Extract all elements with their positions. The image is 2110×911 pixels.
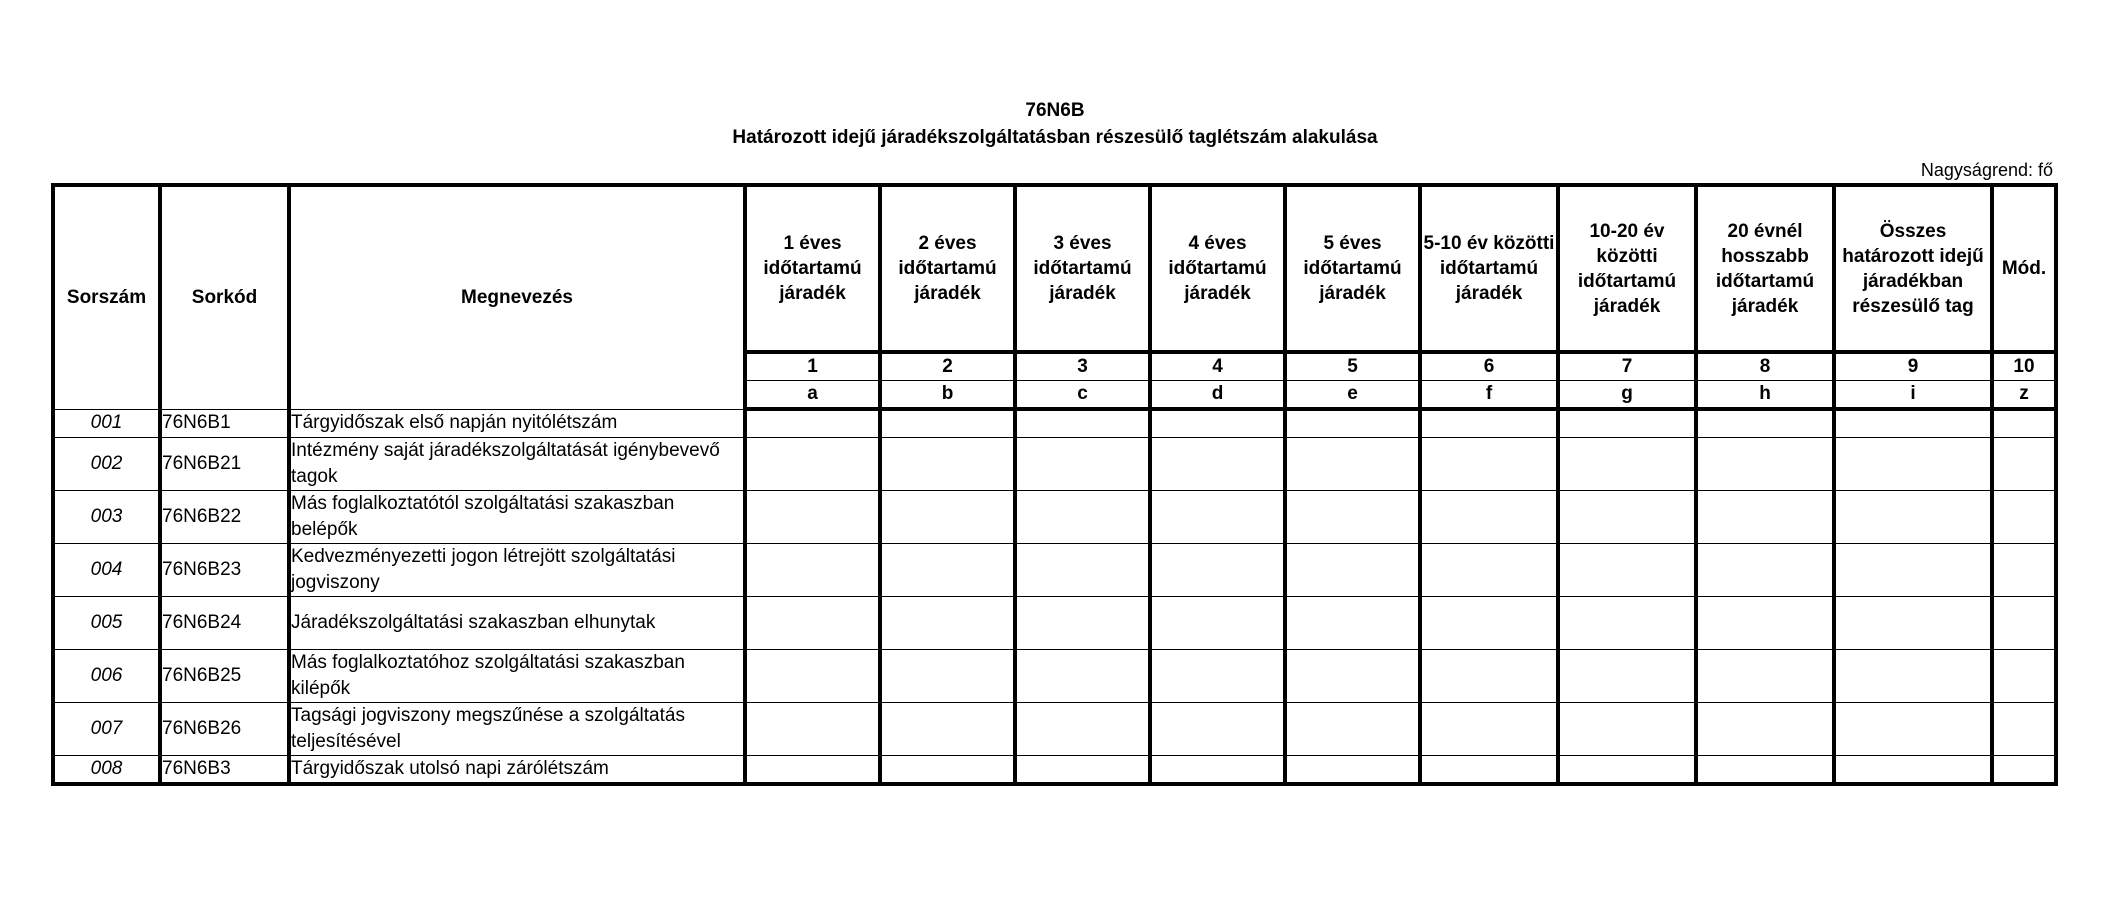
column-letter: b [880,381,1015,410]
data-cell-col-7[interactable] [1558,650,1696,703]
header-megnevezes: Megnevezés [289,185,745,409]
column-letter: z [1992,381,2056,410]
data-cell-col-7[interactable] [1558,756,1696,785]
data-cell-col-3[interactable] [1015,409,1150,438]
row-megnevezes: Járadékszolgáltatási szakaszban elhunytak [289,597,745,650]
table-row [53,703,2056,756]
column-number: 3 [1015,352,1150,381]
data-cell-col-3[interactable] [1015,438,1150,491]
data-cell-col-10[interactable] [1992,597,2056,650]
table-body [53,409,2056,784]
data-cell-col-2[interactable] [880,703,1015,756]
column-number: 2 [880,352,1015,381]
header-col-10: Mód. [1992,185,2056,352]
data-cell-col-4[interactable] [1150,544,1285,597]
data-cell-col-5[interactable] [1285,409,1420,438]
data-cell-col-6[interactable] [1420,438,1558,491]
data-cell-col-1[interactable] [745,703,880,756]
data-cell-col-5[interactable] [1285,756,1420,785]
column-number: 9 [1834,352,1992,381]
table-code-title: 76N6B [1025,100,1085,121]
data-cell-col-3[interactable] [1015,544,1150,597]
data-cell-col-4[interactable] [1150,438,1285,491]
column-number: 4 [1150,352,1285,381]
data-cell-col-6[interactable] [1420,597,1558,650]
data-cell-col-2[interactable] [880,756,1015,785]
data-cell-col-2[interactable] [880,544,1015,597]
row-megnevezes: Kedvezményezetti jogon létrejött szolgáltatási jogviszony [289,544,745,597]
data-cell-col-6[interactable] [1420,409,1558,438]
header-col-9: Összes határozott idejű járadékban részesülő tag [1834,185,1992,352]
data-cell-col-6[interactable] [1420,756,1558,785]
data-cell-col-1[interactable] [745,438,880,491]
row-sorkod: 76N6B3 [160,756,289,785]
row-sorszam: 008 [53,756,160,785]
header-sorkod: Sorkód [160,185,289,409]
data-cell-col-1[interactable] [745,409,880,438]
data-cell-col-7[interactable] [1558,544,1696,597]
data-cell-col-8[interactable] [1696,544,1834,597]
data-cell-col-8[interactable] [1696,703,1834,756]
row-megnevezes: Más foglalkoztatótól szolgáltatási szakaszban belépők [289,491,745,544]
table-row [53,650,2056,703]
row-sorszam: 001 [53,409,160,438]
column-letter: d [1150,381,1285,410]
data-cell-col-8[interactable] [1696,438,1834,491]
header-sorszam: Sorszám [53,185,160,409]
column-letter: h [1696,381,1834,410]
column-number: 6 [1420,352,1558,381]
table-row [53,544,2056,597]
header-col-1: 1 éves időtartamú járadék [745,185,880,352]
data-cell-col-3[interactable] [1015,756,1150,785]
data-cell-col-8[interactable] [1696,756,1834,785]
data-cell-col-1[interactable] [745,491,880,544]
table-row [53,491,2056,544]
data-cell-col-4[interactable] [1150,650,1285,703]
row-sorkod: 76N6B25 [160,650,289,703]
header-col-3: 3 éves időtartamú járadék [1015,185,1150,352]
data-cell-col-6[interactable] [1420,650,1558,703]
data-cell-col-2[interactable] [880,650,1015,703]
data-cell-col-5[interactable] [1285,703,1420,756]
row-sorkod: 76N6B21 [160,438,289,491]
data-cell-col-9[interactable] [1834,703,1992,756]
header-col-5: 5 éves időtartamú járadék [1285,185,1420,352]
data-cell-col-10[interactable] [1992,409,2056,438]
row-megnevezes: Más foglalkoztatóhoz szolgáltatási szakaszban kilépők [289,650,745,703]
data-cell-col-9[interactable] [1834,544,1992,597]
data-cell-col-5[interactable] [1285,544,1420,597]
data-cell-col-3[interactable] [1015,491,1150,544]
data-cell-col-7[interactable] [1558,409,1696,438]
data-cell-col-10[interactable] [1992,491,2056,544]
data-cell-col-6[interactable] [1420,544,1558,597]
data-cell-col-5[interactable] [1285,597,1420,650]
data-cell-col-2[interactable] [880,438,1015,491]
row-sorszam: 007 [53,703,160,756]
data-cell-col-1[interactable] [745,544,880,597]
data-cell-col-4[interactable] [1150,409,1285,438]
row-sorkod: 76N6B23 [160,544,289,597]
data-cell-col-6[interactable] [1420,703,1558,756]
row-sorkod: 76N6B26 [160,703,289,756]
data-cell-col-9[interactable] [1834,409,1992,438]
data-cell-col-8[interactable] [1696,650,1834,703]
data-cell-col-4[interactable] [1150,756,1285,785]
data-cell-col-3[interactable] [1015,597,1150,650]
column-number: 7 [1558,352,1696,381]
data-cell-col-6[interactable] [1420,491,1558,544]
data-cell-col-1[interactable] [745,756,880,785]
header-col-7: 10-20 év közötti időtartamú járadék [1558,185,1696,352]
column-number: 10 [1992,352,2056,381]
data-cell-col-5[interactable] [1285,491,1420,544]
header-col-2: 2 éves időtartamú járadék [880,185,1015,352]
row-sorszam: 002 [53,438,160,491]
data-cell-col-3[interactable] [1015,703,1150,756]
data-cell-col-9[interactable] [1834,438,1992,491]
data-cell-col-9[interactable] [1834,597,1992,650]
data-cell-col-10[interactable] [1992,544,2056,597]
column-number: 1 [745,352,880,381]
data-cell-col-10[interactable] [1992,703,2056,756]
column-letter: a [745,381,880,410]
table-title: Határozott idejű járadékszolgáltatásban részesülő taglétszám alakulása [732,127,1378,148]
row-sorkod: 76N6B22 [160,491,289,544]
header-col-8: 20 évnél hosszabb időtartamú járadék [1696,185,1834,352]
row-megnevezes: Tárgyidőszak utolsó napi zárólétszám [289,756,745,785]
unit-label: Nagyságrend: fő [1920,160,2053,180]
data-cell-col-8[interactable] [1696,597,1834,650]
column-letter: f [1420,381,1558,410]
data-cell-col-9[interactable] [1834,756,1992,785]
column-letter: c [1015,381,1150,410]
data-cell-col-2[interactable] [880,597,1015,650]
row-sorszam: 006 [53,650,160,703]
data-cell-col-1[interactable] [745,597,880,650]
table-row [53,409,2056,438]
data-cell-col-10[interactable] [1992,650,2056,703]
data-cell-col-7[interactable] [1558,438,1696,491]
table-row [53,756,2056,785]
data-cell-col-4[interactable] [1150,703,1285,756]
data-cell-col-10[interactable] [1992,756,2056,785]
data-cell-col-2[interactable] [880,491,1015,544]
row-sorszam: 005 [53,597,160,650]
data-cell-col-4[interactable] [1150,597,1285,650]
data-cell-col-5[interactable] [1285,438,1420,491]
row-megnevezes: Intézmény saját járadékszolgáltatását igénybevevő tagok [289,438,745,491]
header-col-4: 4 éves időtartamú járadék [1150,185,1285,352]
data-cell-col-9[interactable] [1834,650,1992,703]
header-col-6: 5-10 év közötti időtartamú járadék [1420,185,1558,352]
row-sorszam: 003 [53,491,160,544]
table-row [53,597,2056,650]
row-sorkod: 76N6B24 [160,597,289,650]
row-megnevezes: Tagsági jogviszony megszűnése a szolgáltatás teljesítésével [289,703,745,756]
data-cell-col-4[interactable] [1150,491,1285,544]
data-cell-col-8[interactable] [1696,491,1834,544]
data-cell-col-8[interactable] [1696,409,1834,438]
data-cell-col-1[interactable] [745,650,880,703]
data-cell-col-7[interactable] [1558,597,1696,650]
row-sorkod: 76N6B1 [160,409,289,438]
header-row [53,185,2056,352]
data-cell-col-9[interactable] [1834,491,1992,544]
data-cell-col-10[interactable] [1992,438,2056,491]
column-number: 8 [1696,352,1834,381]
data-cell-col-5[interactable] [1285,650,1420,703]
data-cell-col-7[interactable] [1558,491,1696,544]
column-number: 5 [1285,352,1420,381]
row-sorszam: 004 [53,544,160,597]
column-letter: i [1834,381,1992,410]
data-cell-col-2[interactable] [880,409,1015,438]
row-megnevezes: Tárgyidőszak első napján nyitólétszám [289,409,745,438]
column-letter: e [1285,381,1420,410]
data-cell-col-7[interactable] [1558,703,1696,756]
table-row [53,438,2056,491]
column-letter: g [1558,381,1696,410]
data-table [51,183,2058,786]
data-cell-col-3[interactable] [1015,650,1150,703]
